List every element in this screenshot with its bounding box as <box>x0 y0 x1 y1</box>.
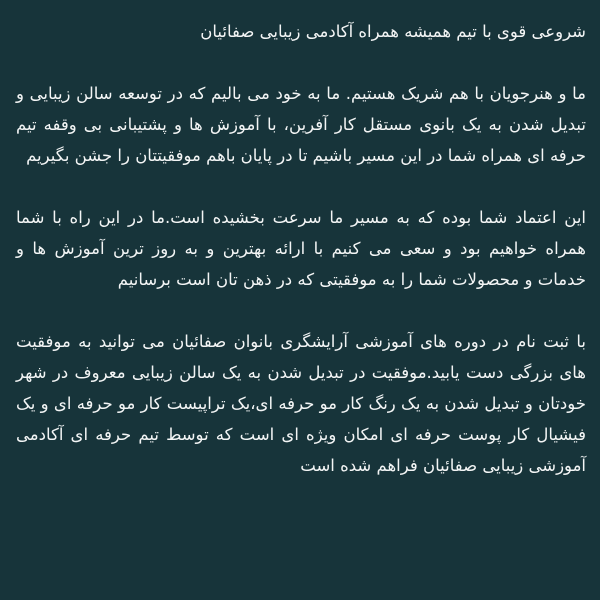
body-paragraph-enrollment: با ثبت نام در دوره های آموزشی آرایشگری بانوان صفائیان می توانید به موفقیت های بزرگی دست یابید.موفقیت در تبدیل شدن به یک سالن زیبایی معروف در شهر خودتان و تبدیل شدن به یک رنگ کار مو حرفه ای،یک تراپیست کار مو حرفه ای و یک فیشیال کار پوست حرفه ای امکان ویژه ای است که توسط تیم حرفه ای آکادمی آموزشی زیبایی صفائیان فراهم شده است <box>16 332 586 475</box>
body-paragraph-partnership: ما و هنرجویان با هم شریک هستیم. ما به خود می بالیم که در توسعه سالن زیبایی و تبدیل شدن به یک بانوی مستقل کار آفرین، با آموزش ها و پشتیبانی بی وقفه تیم حرفه ای همراه شما در این مسیر باشیم تا در پایان باهم موفقیتتان را جشن بگیریم <box>16 84 586 165</box>
paragraph-spacer <box>16 47 586 78</box>
paragraph-spacer <box>16 171 586 202</box>
heading-paragraph: شروعی قوی با تیم همیشه همراه آکادمی زیبایی صفائیان <box>200 22 586 41</box>
body-paragraph-trust: این اعتماد شما بوده که به مسیر ما سرعت بخشیده است.ما در این راه با شما همراه خواهیم بود و سعی می کنیم با ارائه بهترین و به روز ترین آموزش ها و خدمات و محصولات شما را به موفقیتی که در ذهن تان است برسانیم <box>16 208 586 289</box>
paragraph-spacer <box>16 295 586 326</box>
